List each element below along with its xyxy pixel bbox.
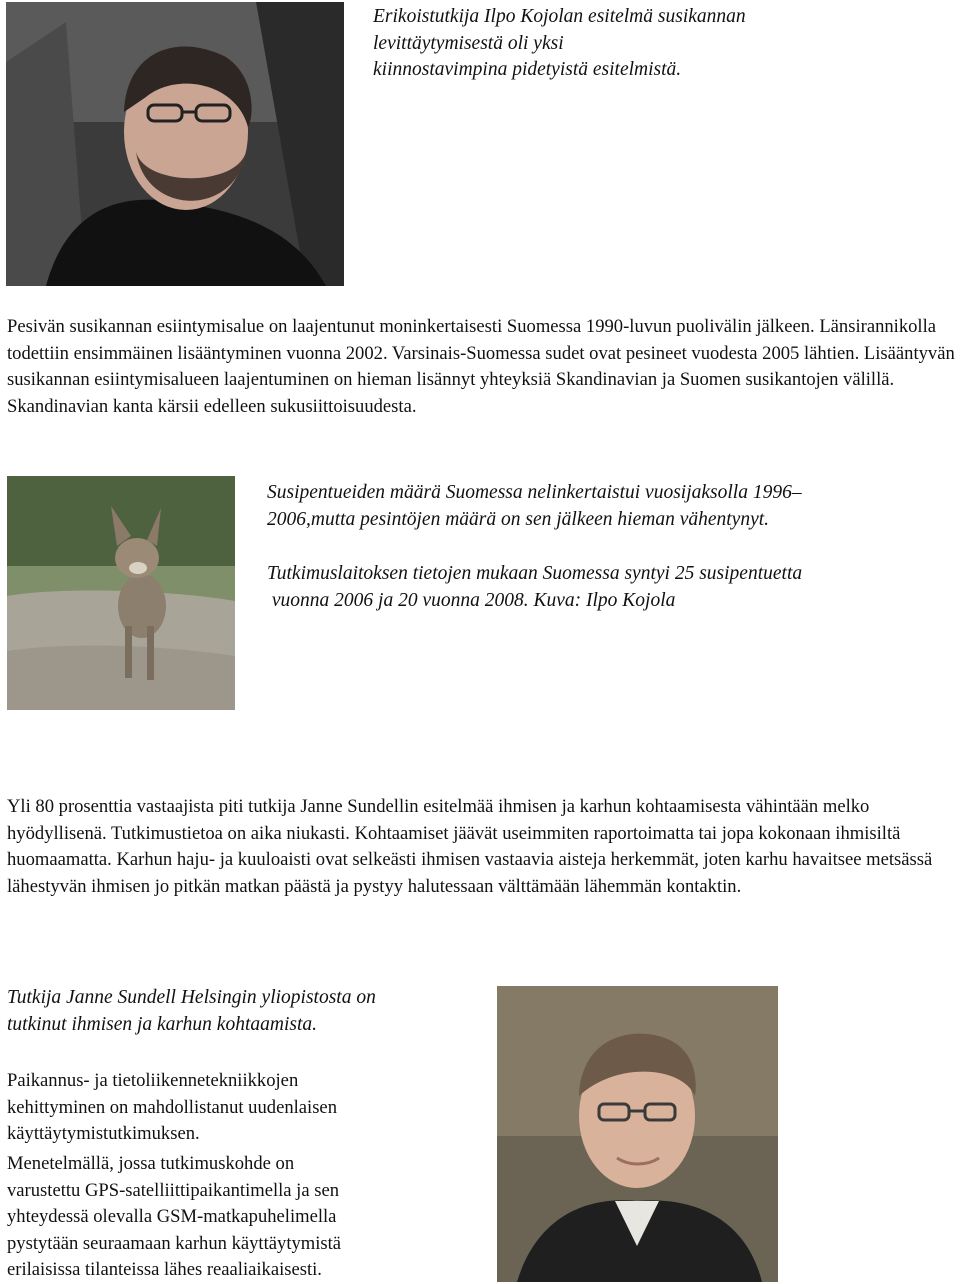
caption-line: tutkinut ihmisen ja karhun kohtaamista. — [7, 1013, 318, 1035]
caption-line: Susipentueiden määrä Suomessa nelinkertaistui vuosijaksolla 1996– — [267, 482, 802, 503]
wolf-pup-caption-2 — [267, 561, 957, 614]
caption-line: 2006,mutta pesintöjen määrä on sen jälkeen hieman vähentynyt. — [267, 508, 770, 530]
text-line: Menetelmällä, jossa tutkimuskohde on — [7, 1153, 295, 1174]
photo-wolf-pup — [7, 476, 235, 710]
photo-ilpo-kojola — [6, 2, 344, 286]
photo-caption-kojola — [373, 4, 933, 84]
bear-encounter-paragraph: Yli 80 prosenttia vastaajista piti tutkija Janne Sundellin esitelmää ihmisen ja karhun kohtaamisesta vähintään melko hyödyllisenä. Tutkimustietoa on aika niukasti. Kohtaamiset jäävät useimmiten raportoimatta tai jopa kokonaan ihmisiltä huomaamatta. Karhun haju- ja kuuloaisti ovat selkeästi ihmisen vastaavia aisteja herkemmät, joten karhu havaitsee metsässä lähestyvän ihmisen jo pitkän matkan päästä ja pystyy halutessaan välttämään lähemmän kontaktin. — [7, 796, 933, 897]
text-line: varustettu GPS-satelliittipaikantimella ja sen — [7, 1179, 340, 1201]
text-line: kehittyminen on mahdollistanut uudenlaisen — [7, 1096, 337, 1118]
gps-paragraph-1 — [7, 1068, 477, 1148]
caption-line: levittäytymisestä oli yksi — [373, 32, 564, 54]
text-line: erilaisissa tilanteissa lähes reaaliaikaisesti. — [7, 1259, 322, 1281]
wolf-population-paragraph: Pesivän susikannan esiintymisalue on laajentunut moninkertaisesti Suomessa 1990-luvun puolivälin jälkeen. Länsirannikolla todettiin ensimmäinen lisääntyminen vuonna 2002. Varsinais-Suomessa sudet ovat pesineet vuodesta 2005 lähtien. Lisääntyvän susikannan esiintymisalueen laajentuminen on hieman lisännyt yhteyksiä Skandinavian ja Suomen susikantojen välillä. Skandinavian kanta kärsii edelleen sukusiittoisuudesta. — [7, 316, 955, 417]
text-line: pystytään seuraamaan karhun käyttäytymistä — [7, 1232, 342, 1254]
caption-line: kiinnostavimpina pidetyistä esitelmistä. — [373, 59, 682, 80]
photo-caption-sundell — [7, 985, 477, 1038]
caption-line: Tutkija Janne Sundell Helsingin yliopistosta on — [7, 987, 376, 1008]
photo-janne-sundell — [497, 986, 778, 1282]
caption-line: Erikoistutkija Ilpo Kojolan esitelmä susikannan — [373, 6, 746, 27]
text-line: Paikannus- ja tietoliikennetekniikkojen — [7, 1070, 299, 1091]
text-line: yhteydessä olevalla GSM-matkapuhelimella — [7, 1206, 337, 1228]
caption-line: Tutkimuslaitoksen tietojen mukaan Suomessa syntyi 25 susipentuetta — [267, 563, 803, 584]
text-line: käyttäytymistutkimuksen. — [7, 1123, 200, 1145]
caption-line: vuonna 2006 ja 20 vuonna 2008. Kuva: Ilpo Kojola — [267, 589, 676, 611]
wolf-pup-caption-1 — [267, 480, 957, 533]
gps-paragraph-2 — [7, 1151, 477, 1284]
